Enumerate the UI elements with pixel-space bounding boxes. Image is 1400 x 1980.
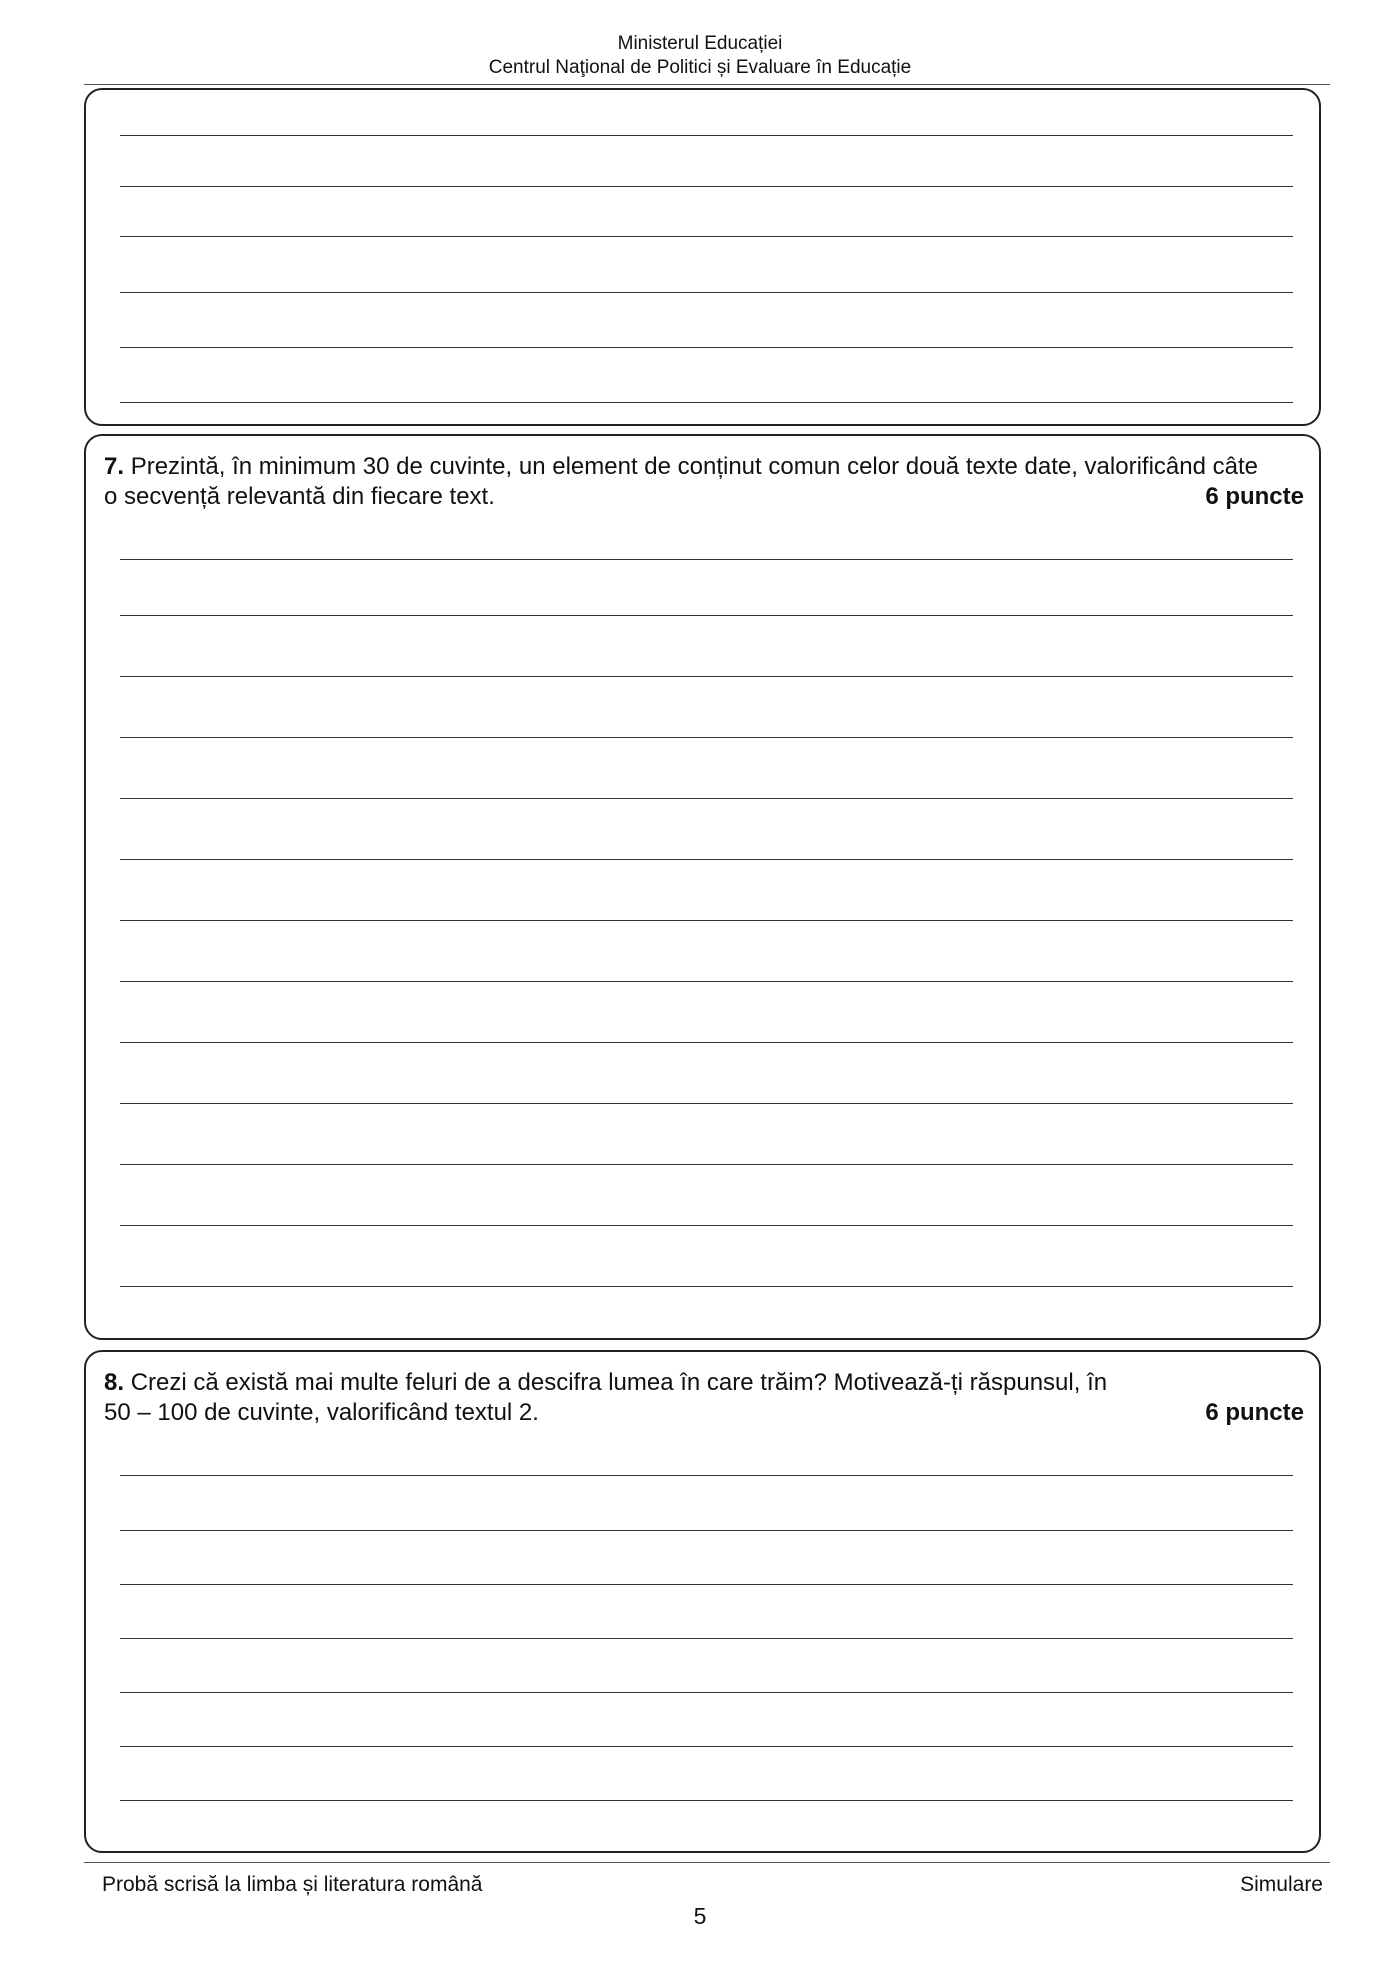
question-prompt-line1: Prezintă, în minimum 30 de cuvinte, un element de conținut comun celor două texte date, valorificând câte — [130, 453, 1258, 480]
answer-line[interactable] — [120, 1475, 1293, 1476]
answer-line[interactable] — [120, 1584, 1293, 1585]
answer-box-continued — [84, 88, 1321, 426]
answer-line[interactable] — [120, 1530, 1293, 1531]
answer-line[interactable] — [120, 1103, 1293, 1104]
question-number: 7. — [104, 453, 125, 480]
answer-line[interactable] — [120, 1638, 1293, 1639]
header-rule — [84, 84, 1330, 85]
answer-line[interactable] — [120, 737, 1293, 738]
answer-line[interactable] — [120, 615, 1293, 616]
answer-line[interactable] — [120, 676, 1293, 677]
question-7-box — [84, 434, 1321, 1340]
answer-line[interactable] — [120, 981, 1293, 982]
center-name: Centrul Naţional de Politici și Evaluare în Educație — [488, 57, 912, 78]
question-prompt-line2: 50 – 100 de cuvinte, valorificând textul 2. — [104, 1399, 539, 1426]
answer-line[interactable] — [120, 186, 1293, 187]
answer-line[interactable] — [120, 920, 1293, 921]
question-8-box — [84, 1350, 1321, 1853]
answer-line[interactable] — [120, 292, 1293, 293]
exam-type: Simulare — [1240, 1873, 1323, 1896]
answer-line[interactable] — [120, 135, 1293, 136]
answer-line[interactable] — [120, 1746, 1293, 1747]
ministry-name: Ministerul Educației — [617, 33, 783, 54]
question-7-text — [104, 452, 1304, 512]
question-prompt-line2: o secvență relevantă din fiecare text. — [104, 483, 495, 510]
question-8-text — [104, 1368, 1304, 1428]
page-number: 5 — [693, 1903, 707, 1929]
answer-line[interactable] — [120, 1286, 1293, 1287]
answer-line[interactable] — [120, 347, 1293, 348]
answer-line[interactable] — [120, 1692, 1293, 1693]
question-points: 6 puncte — [1205, 1399, 1304, 1426]
footer-rule — [84, 1862, 1330, 1863]
answer-line[interactable] — [120, 402, 1293, 403]
page-header — [0, 32, 1400, 80]
answer-line[interactable] — [120, 798, 1293, 799]
question-number: 8. — [104, 1369, 125, 1396]
answer-line[interactable] — [120, 1225, 1293, 1226]
answer-line[interactable] — [120, 1800, 1293, 1801]
question-prompt-line1: Crezi că există mai multe feluri de a descifra lumea în care trăim? Motivează-ți răspunsul, în — [130, 1369, 1108, 1396]
question-points: 6 puncte — [1205, 483, 1304, 510]
answer-line[interactable] — [120, 1164, 1293, 1165]
answer-line[interactable] — [120, 859, 1293, 860]
answer-line[interactable] — [120, 236, 1293, 237]
answer-line[interactable] — [120, 559, 1293, 560]
answer-line[interactable] — [120, 1042, 1293, 1043]
exam-subject: Probă scrisă la limba și literatura română — [102, 1873, 483, 1896]
